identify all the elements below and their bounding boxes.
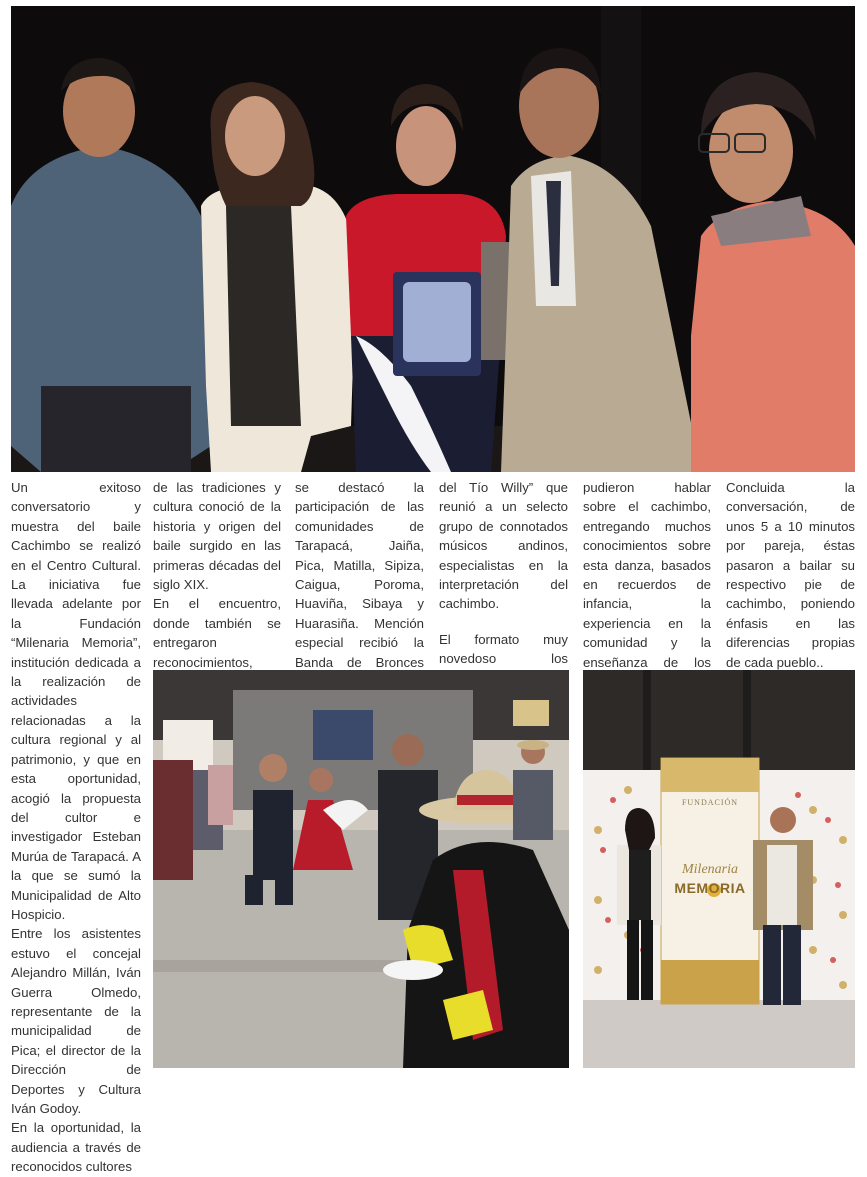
banner-milenaria-label: Milenaria [682,862,738,877]
article-paragraph: En la oportunidad, la audiencia a través de reconocidos cultores [11,1120,141,1175]
cachimbo-dance-photo [153,670,569,1068]
article-paragraph: se destacó la participación de las comunidades de Tarapacá, Jaiña, Pica, Matilla, Sipiza, Caigua, Poroma, Huaviña, Sibaya y Huarasiña. Mención especial recibió la Banda de Bronces [295,480,424,670]
article-column-4 [439,478,568,688]
article-paragraph: Concluida la conversación, de unos 5 a 10 minutos por pareja, éstas pasaron a bailar su respectivo pie de cachimbo, poniendo énfasis en las diferencias propias de cada pueblo.. [726,480,855,670]
banner-fundacion-label: FUNDACIÓN [681,798,739,807]
article-paragraph: El formato muy novedoso los [439,631,568,667]
article-paragraph: Entre los asistentes estuvo el concejal Alejandro Millán, Iván Guerra Olmedo, representante de la municipalidad de Pica; el director de la Dirección de Deportes y Cultura Iván Godoy. [11,926,141,1116]
article-column-6 [726,478,855,672]
article-column-3 [295,478,424,691]
article-paragraph: pudieron hablar sobre el cachimbo, entregando muchos conocimientos sobre esta danza, basados en recuerdos de infancia, la experiencia en la comunidad y la enseñanza de los [583,480,711,670]
article-paragraph: del Tío Willy” que reunió a un selecto grupo de connotados músicos andinos, especialistas en la interpretación del cachimbo. [439,480,568,612]
award-ceremony-photo [11,6,855,472]
banner-memoria-label: MEMORIA [674,880,746,896]
foundation-banner-photo [583,670,855,1068]
article-column-1 [11,478,141,1177]
article-paragraph: En el encuentro, donde también se entregaron reconocimientos, [153,596,281,670]
article-paragraph: de las tradiciones y cultura conoció de la historia y origen del baile surgido en las primeras décadas del siglo XIX. [153,480,281,593]
article-paragraph: Un exitoso conversatorio y muestra del baile Cachimbo se realizó en el Centro Cultural. La iniciativa fue llevada adelante por la Fundación “Milenaria Memoria”, institución dedicada a la realización de actividades relacionadas a la cultura regional y al patrimonio, y que en esta oportunidad, acogió la propuesta del cultor e investigador Esteban Murúa de Tarapacá. A la que se sumó la Municipalidad de Alto Hospicio. [11,480,141,922]
article-column-5 [583,478,711,691]
article-column-2 [153,478,281,672]
